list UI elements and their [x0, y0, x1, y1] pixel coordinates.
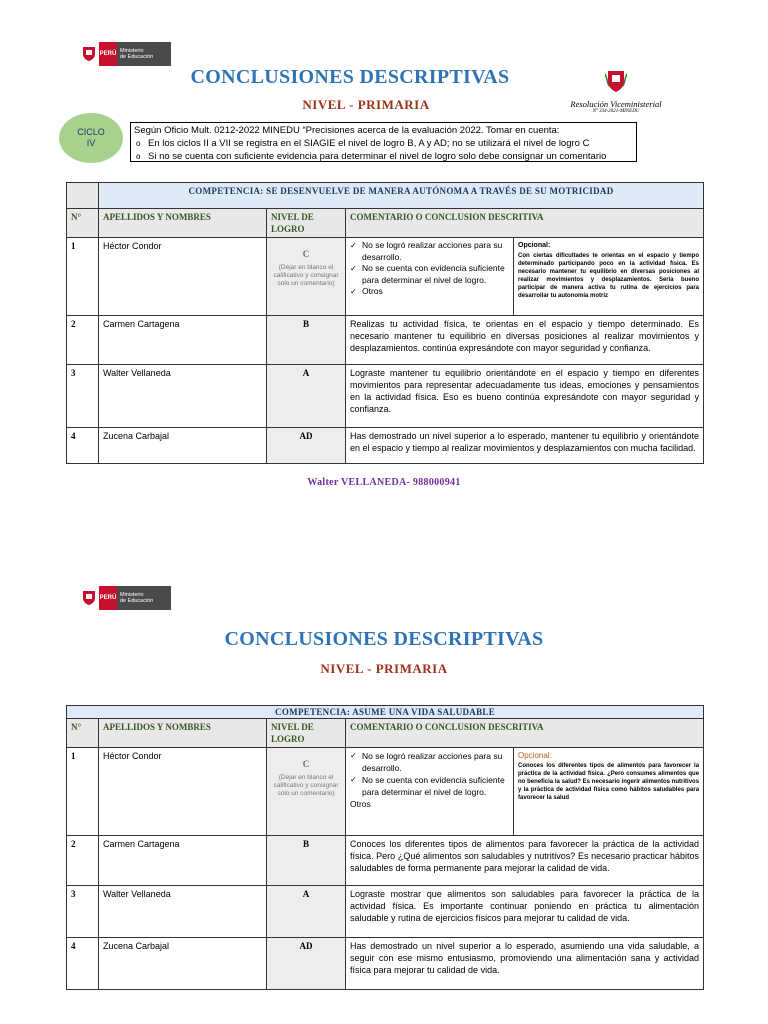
checklist-cell: ✓ No se logró realizar acciones para su desarrollo. ✓ No se cuenta con evidencia suficiente para determinar el nivel de logro. Otros — [346, 748, 514, 836]
level-cell: AD — [267, 428, 346, 464]
table-row: 3 Walter Vellaneda A Lograste mostrar que alimentos son saludables para favorecer la práctica de la actividad física. Es importante continuar poniendo en práctica tu alimentación saludable y rutina de ejercicios físicos para mejorar tu calidad de vida. — [67, 886, 704, 938]
col-header-level: NIVEL DE LOGRO — [267, 209, 346, 238]
competencia-header: COMPETENCIA: SE DESENVUELVE DE MANERA AUTÓNOMA A TRAVÉS DE SU MOTRICIDAD — [99, 183, 704, 209]
level-cell: C (Dejar en blanco el calificativo y consignar solo un comentario) — [267, 748, 346, 836]
logo-country: PERÚ — [99, 42, 117, 66]
resolution-number: N° 334-2021-MINEDU — [592, 109, 640, 114]
level-cell: A — [267, 365, 346, 428]
logo-ministry: Ministerio de Educación — [117, 586, 171, 610]
comment-cell: Has demostrado un nivel superior a lo esperado, asumiendo una vida saludable, a seguir con ese mismo entusiasmo, promoviendo una alimentación sana y actividad física para mejorar tu calidad de vida. — [346, 938, 704, 990]
coat-of-arms-icon — [605, 68, 627, 94]
conclusions-table-1 — [66, 182, 704, 464]
student-name: Zucena Carbajal — [99, 938, 267, 990]
table-row: 2 Carmen Cartagena B Conoces los diferentes tipos de alimentos para favorecer la práctica de la actividad física. Pero ¿Qué alimentos son saludables y nutritivos? Es necesario practicar hábitos saludables de forma permanente para mejorar la calidad de vida. — [67, 836, 704, 886]
student-name: Carmen Cartagena — [99, 836, 267, 886]
optional-comment-cell: Opcional: Con ciertas dificultades te orientas en el espacio y tiempo determinado participando poco en la actividad física. Es necesario mantener tu equilibrio en diversas posiciones al realizar movimientos y desplazamientos. Sería bueno participar de manera activa tu rutina de ejercicios para desarrollar tu autonomía motriz — [514, 238, 704, 316]
student-name: Héctor Condor — [99, 748, 267, 836]
level-cell: B — [267, 836, 346, 886]
resolution-title: Resolución Viceministerial — [570, 99, 662, 109]
col-header-names: APELLIDOS Y NOMBRES — [99, 209, 267, 238]
coat-of-arms-icon — [79, 586, 99, 610]
student-name: Walter Vellaneda — [99, 365, 267, 428]
coat-of-arms-icon — [79, 42, 99, 66]
competencia-header: COMPETENCIA: ASUME UNA VIDA SALUDABLE — [67, 706, 704, 719]
conclusions-table-2 — [66, 705, 704, 990]
comment-cell: Realizas tu actividad física, te orientas en el espacio y tiempo determinado. Es necesario mantener tu equilibrio en diversas posiciones al realizar movimientos y desplazamientos. continúa expresándote con mayor seguridad y confianza. — [346, 316, 704, 365]
col-header-level: NIVEL DE LOGRO — [267, 719, 346, 748]
comment-cell: Lograste mostrar que alimentos son saludables para favorecer la práctica de la actividad física. Es importante continuar poniendo en práctica tu alimentación saludable y rutina de ejercicios físicos para mejorar tu calidad de vida. — [346, 886, 704, 938]
table-row: 1 Héctor Condor C (Dejar en blanco el calificativo y consignar solo un comentario) ✓ No se logró realizar acciones para su desarrollo. ✓ No se cuenta con evidencia suficiente para determinar el nivel de logro. ✓ Otros Opcional: Con ciertas dificultades te orientas en el espacio y tiempo determinado participando poco en la actividad física. Es necesario mantener tu equilibrio en diversas posiciones al realizar movimientos y desplazamientos. Sería bueno participar de manera activa tu rutina de ejercicios para desarrollar tu autonomía motriz — [67, 238, 704, 316]
table-row: 3 Walter Vellaneda A Lograste mantener tu equilibrio orientándote en el espacio y tiempo en diferentes movimientos para representar adecuadamente tus ideas, emociones y pensamientos en la actividad física. Eso es bueno continúa expresándote con mayor seguridad y confianza. — [67, 365, 704, 428]
note-item: o Si no se cuenta con suficiente evidencia para determinar el nivel de logro solo debe consignar un comentario — [148, 150, 633, 163]
level-cell: C (Dejar en blanco el calificativo y consignar solo un comentario) — [267, 238, 346, 316]
comment-cell: Conoces los diferentes tipos de alimentos para favorecer la práctica de la actividad física. Pero ¿Qué alimentos son saludables y nutritivos? Es necesario practicar hábitos saludables de forma permanente para mejorar la calidad de vida. — [346, 836, 704, 886]
level-cell: A — [267, 886, 346, 938]
student-name: Zucena Carbajal — [99, 428, 267, 464]
col-header-names: APELLIDOS Y NOMBRES — [99, 719, 267, 748]
minedu-logo — [79, 586, 171, 610]
teacher-signature: Walter VELLANEDA- 988000941 — [307, 477, 461, 488]
col-header-num: N° — [67, 719, 99, 748]
student-name: Héctor Condor — [99, 238, 267, 316]
logo-ministry: Ministerio de Educación — [117, 42, 171, 66]
col-header-comment: COMENTARIO O CONCLUSION DESCRITIVA — [346, 209, 704, 238]
col-header-num: N° — [67, 209, 99, 238]
logo-country: PERÚ — [99, 586, 117, 610]
col-header-comment: COMENTARIO O CONCLUSION DESCRITIVA — [346, 719, 704, 748]
checklist-cell: ✓ No se logró realizar acciones para su desarrollo. ✓ No se cuenta con evidencia suficiente para determinar el nivel de logro. ✓ Otros — [346, 238, 514, 316]
resolution-block — [566, 68, 666, 114]
student-name: Walter Vellaneda — [99, 886, 267, 938]
ciclo-badge: CICLO IV — [59, 113, 123, 163]
note-item: o En los ciclos II a VII se registra en el SIAGIE el nivel de logro B, A y AD; no se utilizará el nivel de logro C — [148, 137, 633, 150]
student-name: Carmen Cartagena — [99, 316, 267, 365]
optional-comment-cell: Opcional: Conoces los diferentes tipos de alimentos para favorecer la práctica de la actividad física. ¿Pero consumes alimentos que no beneficia la salud? Es necesario ingerir alimentos nutritivos y la práctica de actividad física como hábitos saludables para favorecer la salud — [514, 748, 704, 836]
page-subtitle: NIVEL - PRIMARIA — [302, 97, 430, 112]
level-cell: B — [267, 316, 346, 365]
page-title: CONCLUSIONES DESCRIPTIVAS — [190, 66, 510, 88]
level-cell: AD — [267, 938, 346, 990]
minedu-logo — [79, 42, 171, 66]
comment-cell: Has demostrado un nivel superior a lo esperado, mantener tu equilibrio y orientándote en el espacio y tiempo al realizar movimientos y desplazamientos con mucha facilidad. — [346, 428, 704, 464]
page-title: CONCLUSIONES DESCRIPTIVAS — [224, 628, 544, 650]
table-row: 2 Carmen Cartagena B Realizas tu actividad física, te orientas en el espacio y tiempo determinado. Es necesario mantener tu equilibrio en diversas posiciones al realizar movimientos y desplazamientos. continúa expresándote con mayor seguridad y confianza. — [67, 316, 704, 365]
note-lead: Según Oficio Mult. 0212-2022 MINEDU “Precisiones acerca de la evaluación 2022. Tomar en cuenta: — [134, 125, 560, 136]
table-row: 1 Héctor Condor C (Dejar en blanco el calificativo y consignar solo un comentario) ✓ No se logró realizar acciones para su desarrollo. ✓ No se cuenta con evidencia suficiente para determinar el nivel de logro. Otros Opcional: Conoces los diferentes tipos de alimentos para favorecer la práctica de la actividad física. ¿Pero consumes alimentos que no beneficia la salud? Es necesario ingerir alimentos nutritivos y la práctica de actividad física como hábitos saludables para favorecer la salud — [67, 748, 704, 836]
page-subtitle: NIVEL - PRIMARIA — [320, 661, 448, 676]
table-row: 4 Zucena Carbajal AD Has demostrado un nivel superior a lo esperado, asumiendo una vida saludable, a seguir con ese mismo entusiasmo, promoviendo una alimentación sana y actividad física para mejorar tu calidad de vida. — [67, 938, 704, 990]
comment-cell: Lograste mantener tu equilibrio orientándote en el espacio y tiempo en diferentes movimientos para representar adecuadamente tus ideas, emociones y pensamientos en la actividad física. Eso es bueno continúa expresándote con mayor seguridad y confianza. — [346, 365, 704, 428]
instructions-note — [130, 122, 637, 162]
table-row: 4 Zucena Carbajal AD Has demostrado un nivel superior a lo esperado, mantener tu equilibrio y orientándote en el espacio y tiempo al realizar movimientos y desplazamientos con mucha facilidad. — [67, 428, 704, 464]
